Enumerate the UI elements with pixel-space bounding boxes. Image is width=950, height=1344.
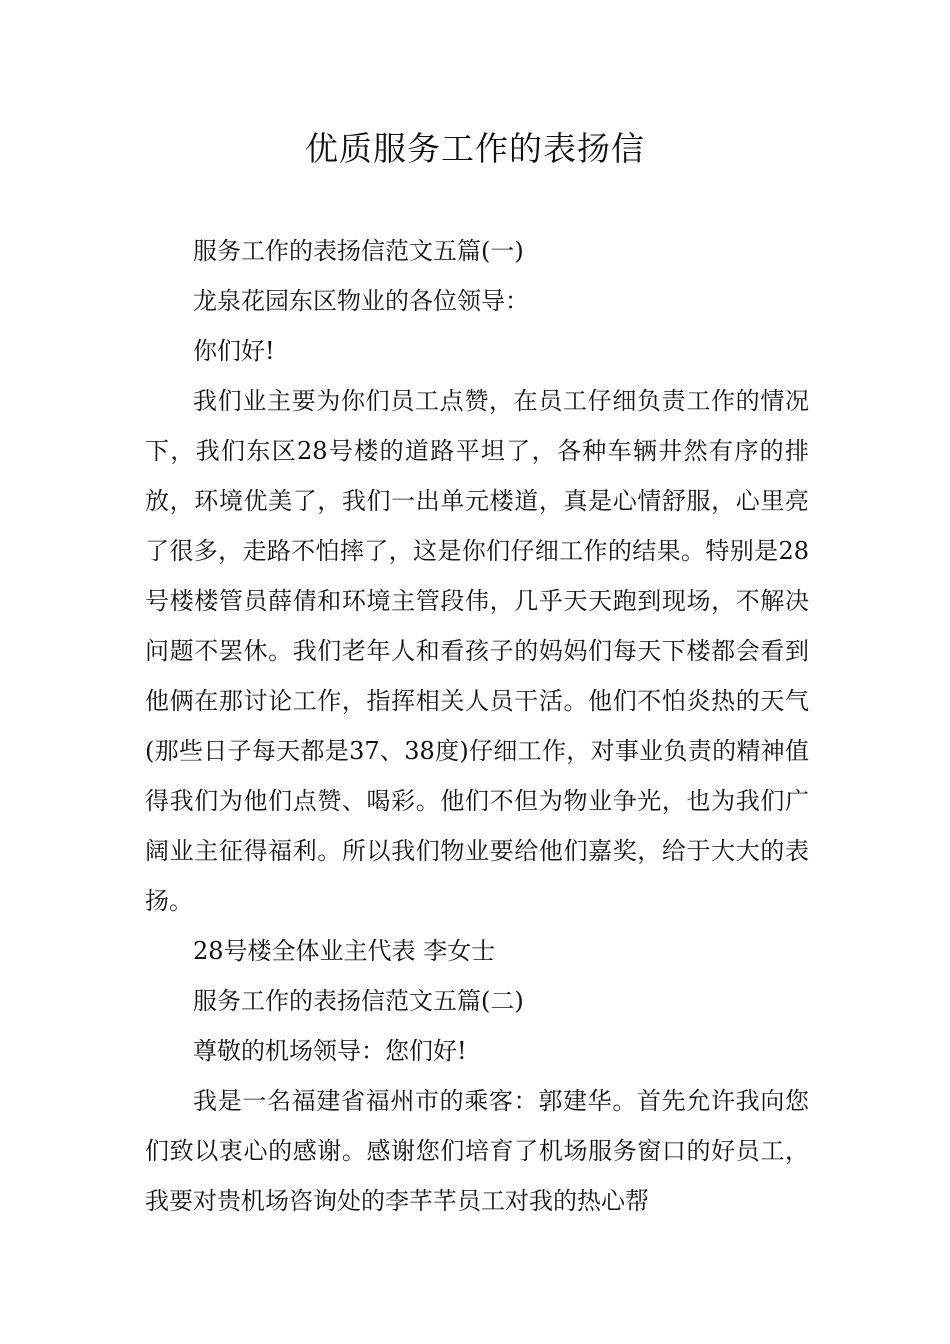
document-title: 优质服务工作的表扬信 <box>305 129 645 168</box>
paragraph-letter-body-2: 我是一名福建省福州市的乘客：郭建华。首先允许我向您们致以衷心的感谢。感谢您们培育了机场服务窗口的好员工，我要对贵机场咨询处的李芊芊员工对我的热心帮 <box>145 1087 809 1215</box>
paragraph-signature-1: 28号楼全体业主代表 李女士 <box>193 937 496 965</box>
paragraph-section-heading-2: 服务工作的表扬信范文五篇(二) <box>193 987 524 1015</box>
paragraph-greeting-1: 你们好! <box>193 337 275 365</box>
paragraph-salutation-2: 尊敬的机场领导：您们好! <box>193 1037 467 1065</box>
paragraph-section-heading-1: 服务工作的表扬信范文五篇(一) <box>193 237 524 265</box>
document-body <box>145 226 809 1226</box>
paragraph-letter-body-1: 我们业主要为你们员工点赞，在员工仔细负责工作的情况下，我们东区28号楼的道路平坦了，各种车辆井然有序的排放，环境优美了，我们一出单元楼道，真是心情舒服，心里亮了很多，走路不怕摔了，这是你们仔细工作的结果。特别是28号楼楼管员薛倩和环境主管段伟，几乎天天跑到现场，不解决问题不罢休。我们老年人和看孩子的妈妈们每天下楼都会看到他俩在那讨论工作，指挥相关人员干活。他们不怕炎热的天气(那些日子每天都是37、38度)仔细工作，对事业负责的精神值得我们为他们点赞、喝彩。他们不但为物业争光，也为我们广阔业主征得福利。所以我们物业要给他们嘉奖，给于大大的表扬。 <box>145 387 809 915</box>
paragraph-salutation-1: 龙泉花园东区物业的各位领导： <box>193 287 529 315</box>
